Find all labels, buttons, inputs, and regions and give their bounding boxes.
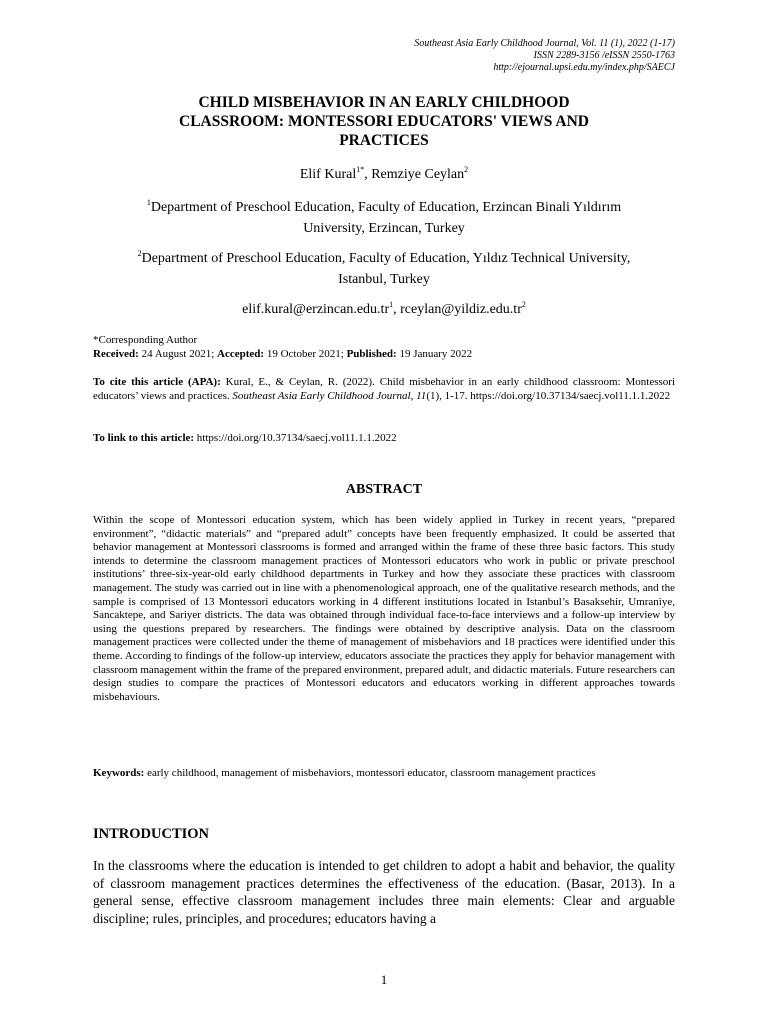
keywords [93,767,675,781]
author-affiliation-mark: 2 [464,165,469,174]
abstract-body: Within the scope of Montessori education system, which has been widely applied in Turkey in recent years, “prepared environment”, “didactic materials” and “prepared adult” concepts have been frequently emphasized. It could be asserted that behavior management at Montessori classrooms is formed and arranged within the frame of these three basic factors. This study intends to determine the classroom management practices of Montessori educators who work in public or private preschool institutions’ three-six-year-old early childhood departments in Turkey and how they associate these practices with classroom management. The study was carried out in line with a phenomenological approach, one of the qualitative research methods, and the sample is comprised of 13 Montessori educators working in 4 different institutions located in Istanbul’s Basaksehir, Umraniye, Sancaktepe, and Sariyer districts. The data was obtained through individual face-to-face interviews and a follow-up interview by using the questions prepared by researchers. The findings were obtained by descriptive analysis. Data on the classroom management practices were collected under the theme of management of misbehaviors and 18 practices were identified under this theme. According to findings of the follow-up interview, educators associate the practices they apply for behavior management with classroom management within the frame of the prepared environment, prepared adult, and didactic materials. Future researchers can design studies to compare the practices of Montessori educators and educators working in different approaches towards misbehaviours. [93,514,675,703]
accepted-label: Accepted: [217,348,265,360]
affiliation-line: University, Erzincan, Turkey [303,221,465,236]
introduction-body: In the classrooms where the education is intended to get children to adopt a habit and behavior, the quality of classroom management practices determines the effectiveness of the education. (Basar, 2013). In a general sense, effective classroom management includes three main elements: Clear and arguable discipline; rules, principles, and procedures; educators having a [93,858,675,926]
author-name: Remziye Ceylan [371,167,465,182]
affiliation-line: Department of Preschool Education, Faculty of Education, Erzincan Binali Yıldırım [150,200,622,215]
citation-separator: , [410,389,417,402]
citation-text: Kural, E., & Ceylan, R. (2022). Child misbehavior in an early childhood classroom: Montessori educators’ views and practices. [93,376,675,402]
doi-link[interactable]: https://doi.org/10.37134/saecj.vol11.1.1.2022 [194,432,397,444]
page-number: 1 [380,972,388,987]
issn-line: ISSN 2289-3156 /eISSN 2550-1763 [533,50,675,61]
author-name: Elif Kural [299,167,357,182]
paper-title [93,93,675,150]
corresponding-author-note: *Corresponding Author [93,334,198,346]
email-address[interactable]: elif.kural@erzincan.edu.tr [242,302,390,317]
link-label: To link to this article: [93,432,195,444]
affiliation-2 [93,248,675,290]
publication-dates [93,348,675,362]
author-emails [93,301,675,318]
title-line-2: CLASSROOM: MONTESSORI EDUCATORS' VIEWS AND [179,113,589,130]
author-separator: , [364,167,372,182]
citation-label: To cite this article (APA): [93,376,221,388]
running-head [255,38,675,74]
author-list [93,166,675,183]
received-date: 24 August 2021; [138,348,218,360]
author-affiliation-mark: 1* [356,165,365,174]
keywords-label: Keywords: [93,767,145,779]
affiliation-line: Istanbul, Turkey [338,272,430,287]
published-date: 19 January 2022 [396,348,473,360]
published-label: Published: [346,348,397,360]
accepted-date: 19 October 2021; [264,348,347,360]
citation-volume: 11 [416,389,427,402]
affiliation-mark: 2 [137,249,142,258]
citation-block [93,376,675,403]
affiliation-mark: 1 [146,198,151,207]
affiliation-1 [93,197,675,239]
introduction-heading: INTRODUCTION [93,826,210,842]
paper-page [93,0,675,1024]
keywords-text: early childhood, management of misbehaviors, montessori educator, classroom management practices [144,767,596,779]
title-line-3: PRACTICES [339,132,429,149]
affiliation-line: Department of Preschool Education, Faculty of Education, Yıldız Technical University, [141,251,631,266]
journal-citation-line: Southeast Asia Early Childhood Journal, Vol. 11 (1), 2022 (1-17) [414,38,675,49]
email-separator: , [393,302,401,317]
abstract-heading: ABSTRACT [345,482,423,497]
citation-journal: Southeast Asia Early Childhood Journal [232,389,411,402]
citation-issue-pages: (1), 1-17. https://doi.org/10.37134/saecj.vol11.1.1.2022 [426,389,671,402]
email-address[interactable]: rceylan@yildiz.edu.tr [400,302,522,317]
title-line-1: CHILD MISBEHAVIOR IN AN EARLY CHILDHOOD [198,94,570,111]
article-link [93,432,675,446]
email-affiliation-mark: 2 [521,300,526,309]
journal-url: http://ejournal.upsi.edu.my/index.php/SAECJ [493,62,675,73]
email-affiliation-mark: 1 [389,300,394,309]
received-label: Received: [93,348,139,360]
